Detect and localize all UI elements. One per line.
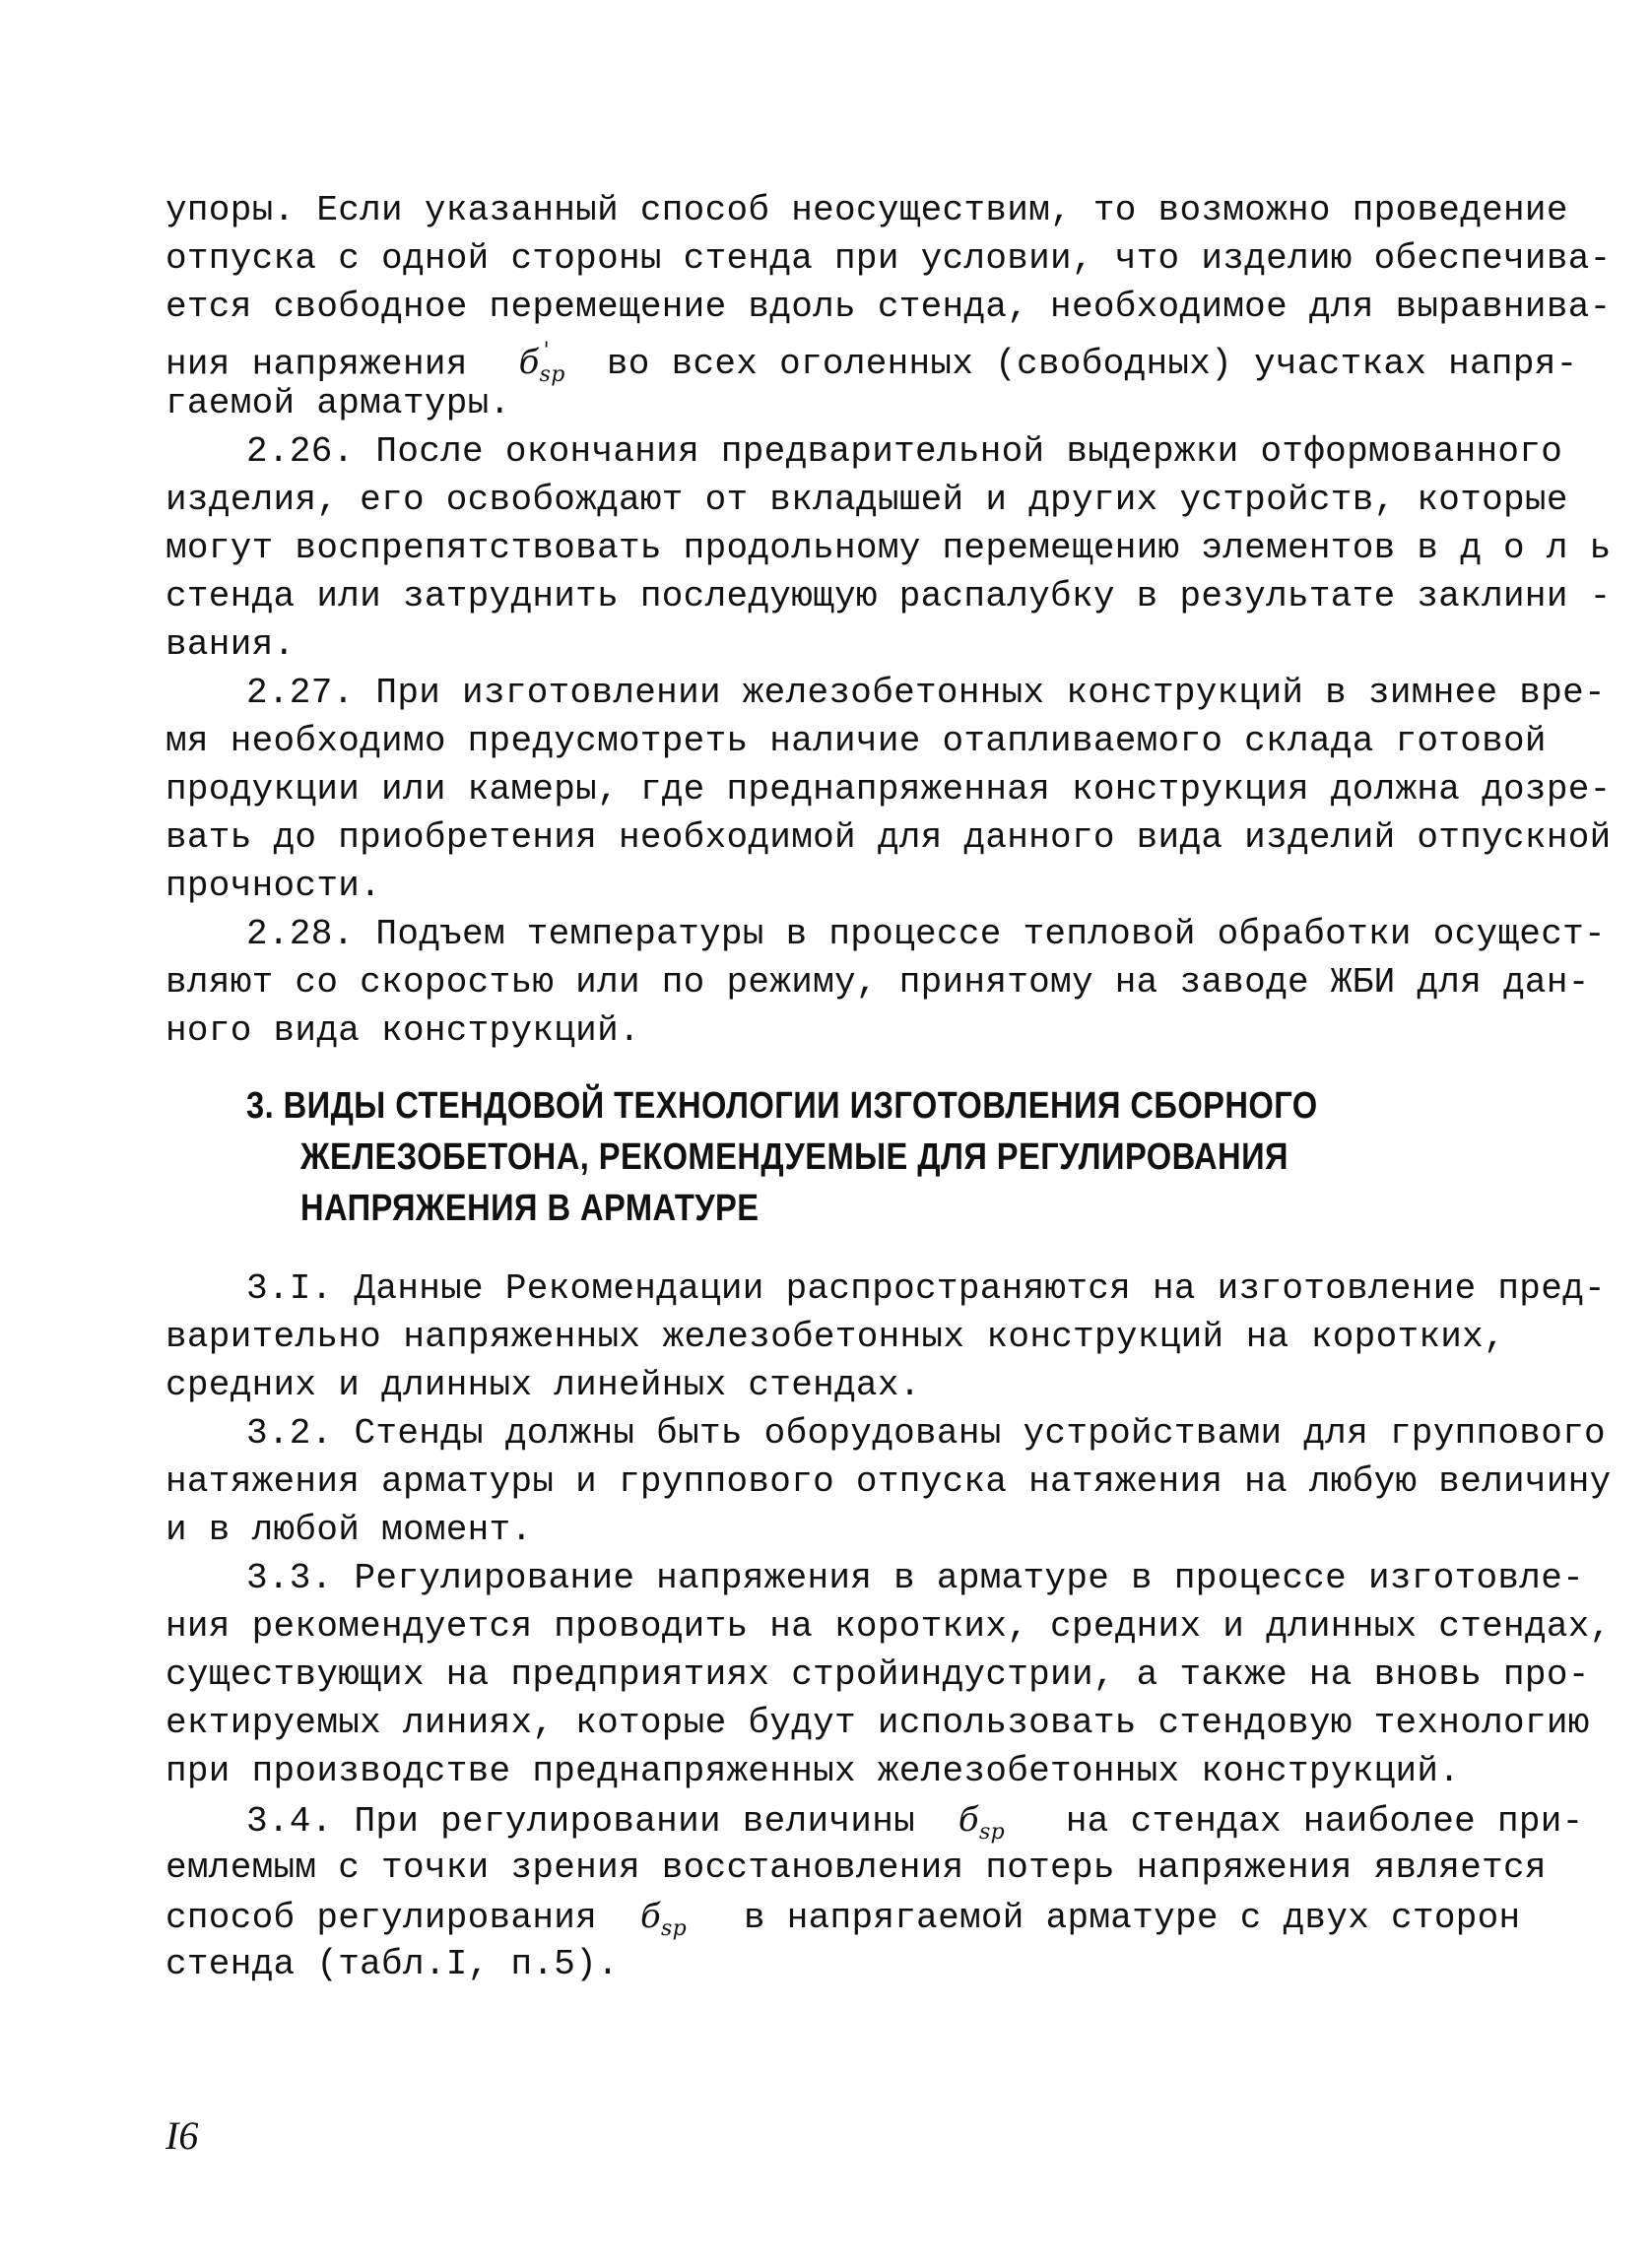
sigma-sp-symbol: $б_{sp}$ <box>639 1897 688 1941</box>
text-line: 2.26. После окончания предварительной выдержки отформованного <box>246 431 1563 472</box>
page-number: I6 <box>165 2113 199 2158</box>
text-fragment: способ регулирования <box>165 1898 598 1938</box>
section-heading: 3. ВИДЫ СТЕНДОВОЙ ТЕХНОЛОГИИ ИЗГОТОВЛЕНИЯ СБОРНОГО <box>246 1085 1318 1127</box>
text-line: средних и длинных линейных стендах. <box>165 1365 921 1405</box>
text-line: продукции или камеры, где преднапряженная конструкция должна дозре- <box>165 769 1612 810</box>
text-line: мя необходимо предусмотреть наличие отапливаемого склада готовой <box>165 721 1547 761</box>
text-line: ется свободное перемещение вдоль стенда, необходимое для выравнива- <box>165 287 1612 327</box>
text-line: натяжения арматуры и группового отпуска натяжения на любую величину <box>165 1461 1612 1502</box>
text-line: вать до приобретения необходимой для данного вида изделий отпускной <box>165 817 1612 858</box>
text-fragment: во всех оголенных (свободных) участках напря- <box>606 344 1578 385</box>
text-line: при производстве преднапряженных железобетонных конструкций. <box>165 1751 1461 1791</box>
text-line: ного вида конструкций. <box>165 1010 640 1051</box>
text-line: 3.I. Данные Рекомендации распространяются на изготовление пред- <box>246 1268 1606 1309</box>
text-line: существующих на предприятиях стройиндустрии, а также на вновь про- <box>165 1654 1590 1695</box>
text-line: варительно напряженных железобетонных конструкций на коротких, <box>165 1317 1505 1357</box>
text-line: могут воспрепятствовать продольному перемещению элементов в д о л ь <box>165 528 1612 568</box>
text-line: и в любой момент. <box>165 1510 533 1550</box>
text-fragment: на стендах наиболее при- <box>1065 1801 1584 1842</box>
text-fragment: ния напряжения <box>165 344 468 385</box>
text-line: 3.2. Стенды должны быть оборудованы устройствами для группового <box>246 1413 1606 1454</box>
text-fragment: 3.4. При регулировании величины <box>246 1801 916 1842</box>
text-line: вляют со скоростью или по режиму, принятому на заводе ЖБИ для дан- <box>165 962 1590 1003</box>
text-fragment: в напрягаемой арматуре с двух сторон <box>743 1898 1521 1938</box>
section-heading: ЖЕЛЕЗОБЕТОНА, РЕКОМЕНДУЕМЫЕ ДЛЯ РЕГУЛИРОВАНИЯ <box>300 1136 1289 1178</box>
sigma-sp-prime-symbol: $б_{sp}'$ <box>518 339 565 388</box>
text-line: изделия, его освобождают от вкладышей и других устройств, которые <box>165 480 1568 520</box>
text-line: емлемым с точки зрения восстановления потерь напряжения является <box>165 1847 1547 1888</box>
text-line: 3.3. Регулирование напряжения в арматуре в процессе изготовле- <box>246 1558 1585 1598</box>
text-line: ектируемых линиях, которые будут использовать стендовую технологию <box>165 1703 1590 1743</box>
text-line: вания. <box>165 624 296 665</box>
text-line: 2.28. Подъем температуры в процессе тепловой обработки осущест- <box>246 914 1606 954</box>
sigma-sp-symbol: $б_{sp}$ <box>958 1800 1005 1845</box>
text-line: прочности. <box>165 866 382 906</box>
text-line: ния рекомендуется проводить на коротких, средних и длинных стендах, <box>165 1606 1612 1647</box>
text-line: стенда (табл.I, п.5). <box>165 1944 619 1984</box>
text-line: гаемой арматуры. <box>165 383 511 423</box>
text-line: 2.27. При изготовлении железобетонных конструкций в зимнее вре- <box>246 673 1606 713</box>
text-line: отпуска с одной стороны стенда при условии, что изделию обеспечива- <box>165 238 1612 279</box>
section-heading: НАПРЯЖЕНИЯ В АРМАТУРЕ <box>300 1188 760 1229</box>
text-line: стенда или затруднить последующую распалубку в результате заклини - <box>165 576 1612 616</box>
text-line: упоры. Если указанный способ неосуществим, то возможно проведение <box>165 190 1568 230</box>
